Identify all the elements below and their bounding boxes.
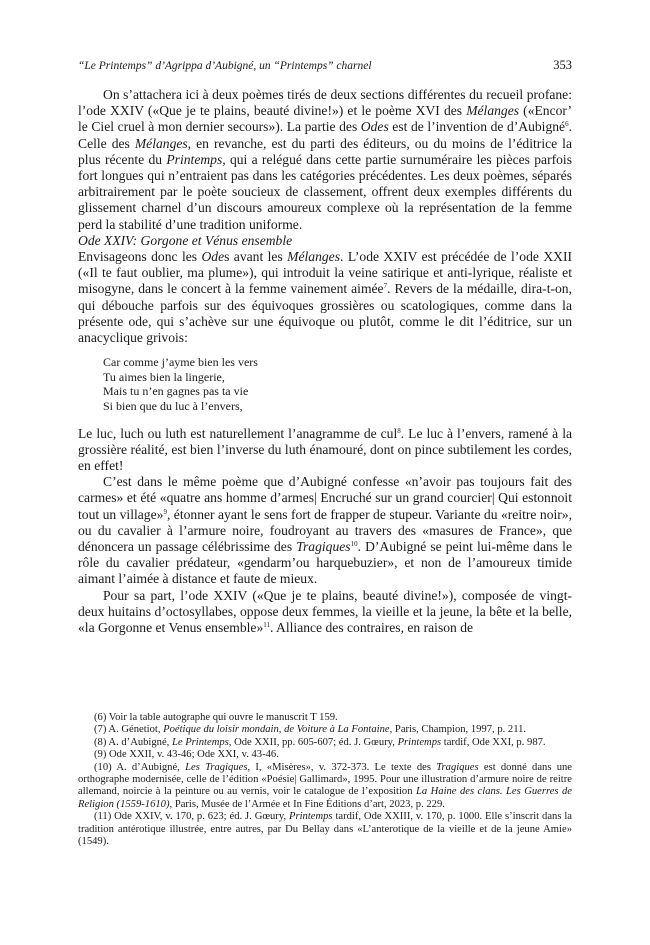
italic-run: Le Printemps [171,736,229,748]
text-run: Pour sa part, l’ode XXIV («Que je te plains, beauté divine!»), composée de vingt-deux huitains d’octosyllabes, oppose deux femmes, la vieille et la jeune, la bête et la belle, «la Gorgonne et Venus ensemble» [78,587,572,636]
text-run: . Celle des [78,119,572,151]
italic-run: Ode [201,249,225,265]
verse-line: Tu aimes bien la lingerie, [103,369,225,384]
text-run: est donné dans une orthographe modernisée, celle de l’édition «Poésie| Gallimard», 1995. Pour une illustration d’armure noire de reitre allemand, noircie à la peinture ou au vernis, voir le catalogue de l’exposition [78,761,573,798]
text-run: . Revers de la médaille, dira-t-on, qui débouche parfois sur des équivoques grossières ou scatologiques, comme dans la présente ode, qui s’achève sur une équivoque ou plutôt, comme le dit l’éditrice, sur un anacyclique grivois: [78,281,573,346]
paragraph [78,474,572,587]
text-run: tardif, Ode XXI, p. 987. [441,736,546,748]
italic-run: Printemps [288,811,333,823]
footnote [78,762,572,812]
verse-line: Mais tu n’en gagnes pas ta vie [103,384,249,399]
footnote-ref[interactable]: 6 [565,120,569,129]
italic-run: Tragiques [296,539,351,555]
verse-line: Si bien que du luc à l’envers, [103,399,243,414]
text-run: , Paris, Champion, 1997, p. 211. [389,724,527,736]
text-run: . L’ode XXIV est précédée de l’ode XXII («Il te faut oublier, ma plume»), qui introduit la veine satirique et anti-lyrique, réaliste et misogyne, dans le concert à la femme vainement aimée [78,249,573,297]
italic-run: Mélanges [466,103,520,119]
italic-run: Tragiques [436,761,479,773]
text-run: , Paris, Musée de l’Armée et In Fine Éditions d’art, 2023, p. 229. [169,798,445,810]
page-number: 353 [553,58,572,72]
text-run: («Encor’ le Ciel cruel à mon dernier secours»). La partie des [78,103,572,135]
text-run: tardif, Ode XXIII, v. 170, p. 1000. Elle s’inscrit dans la tradition antérotique illustrée, entre autres, par Du Bellay dans «L’anterotique de la vieille et de la jeune Amie» (1549). [78,811,572,848]
footnote-ref[interactable]: 10 [350,540,358,549]
text-run: , I, «Misères», v. 372-373. Le texte des [247,761,437,773]
section-heading: Ode XXIV: Gorgone et Vénus ensemble [78,232,293,248]
text-run: Le luc, luch ou luth est naturellement l’anagramme de cul [78,425,398,441]
italic-run: La Haine des clans. Les Guerres de Religion (1559-1610) [78,786,572,810]
italic-run: Printemps, [166,151,226,167]
running-head [78,58,572,74]
text-run: (10) A. d’Aubigné, [94,761,186,773]
text-run: (11) Ode XXIV, v. 170, p. 623; éd. J. Gœury, [94,811,289,823]
text-run: qui a relégué dans cette partie surnuméraire les pièces parfois fort longues qui n’entraient pas dans les catégories précédentes. Les deux poèmes, séparés arbitrairement par le poète soucieux de classement, offrent deux exemples différents du glissement charnel d’un discours amoureux complexe où la représentation de la femme perd la stabilité d’une tradition uniforme. [78,151,573,232]
text-run: (7) A. Génetiot, [94,724,164,736]
italic-run: Poétique du loisir mondain, de Voiture à La Fontaine [163,724,390,736]
footnote-ref[interactable]: 9 [163,507,167,516]
italic-run: Les Tragiques [185,761,248,773]
paragraph [78,426,572,475]
footnote [78,737,572,749]
italic-run: Printemps [397,736,442,748]
footnote-ref[interactable]: 7 [383,282,388,291]
italic-run: Odes [360,119,389,135]
text-run: , étonner ayant le sens fort de frapper de stupeur. Variante du «reitre noir», ou du cavalier à l’armure noire, foudroyant au travers des «masures de France», que dénoncera un passage célébrissime des [78,506,572,555]
verse-line: Car comme j’ayme bien les vers [103,355,258,370]
footnote: (9) Ode XXII, v. 43-46; Ode XXI, v. 43-46. [94,749,279,761]
text-run: Envisageons donc les [78,249,202,265]
text-run: , en revanche, est du parti des éditeurs, ou du moins de l’éditrice la plus récente du [78,135,572,167]
footnote [78,811,572,848]
text-run: est de l’invention de d’Aubigné [388,119,566,135]
text-run: On s’attachera ici à deux poèmes tirés de deux sections différentes du recueil profane: l’ode XXIV («Que je te plains, beauté divine!») et le poème XVI des [78,87,572,119]
paragraph [78,588,572,637]
text-run: . Le luc à l’envers, ramené à la grossière réalité, est bien l’inverse du luth énamouré, dont on pince subtilement les cordes, en effet! [78,425,572,474]
text-run: C’est dans le même poème que d’Aubigné confesse «n’avoir pas toujours fait des carmes» et été «quatre ans homme d’armes| Encruché sur un grand courcier| Qui estonnoit tout un village» [78,474,572,522]
footnote [78,724,572,736]
text-run: . Alliance des contraires, en raison de [270,620,474,636]
footnote-ref[interactable]: 8 [397,426,401,435]
text-run: , Ode XXII, pp. 605-607; éd. J. Gœury, [228,736,398,748]
footnotes [78,712,572,848]
paragraph [78,249,572,346]
italic-run: Mélanges [287,249,341,265]
text-run: . D’Aubigné se peint lui-même dans le rôle du cavalier prédateur, «gendarm’ou harquebuzier», et non de l’amoureux timide aimant l’aimée à distance et faute de mieux. [78,539,572,587]
text-run: s avant les [224,249,288,265]
verse-quote [103,355,572,413]
footnote: (6) Voir la table autographe qui ouvre le manuscrit T 159. [94,712,338,723]
footnote-ref[interactable]: 11 [263,621,270,630]
text-run: (8) A. d’Aubigné, [94,736,172,748]
paragraph [78,87,572,233]
italic-run: Mélanges [134,135,188,151]
page [78,58,572,636]
main-text [78,87,572,636]
running-title: “Le Printemps” d’Agrippa d’Aubigné, un “Printemps” charnel [78,60,372,72]
